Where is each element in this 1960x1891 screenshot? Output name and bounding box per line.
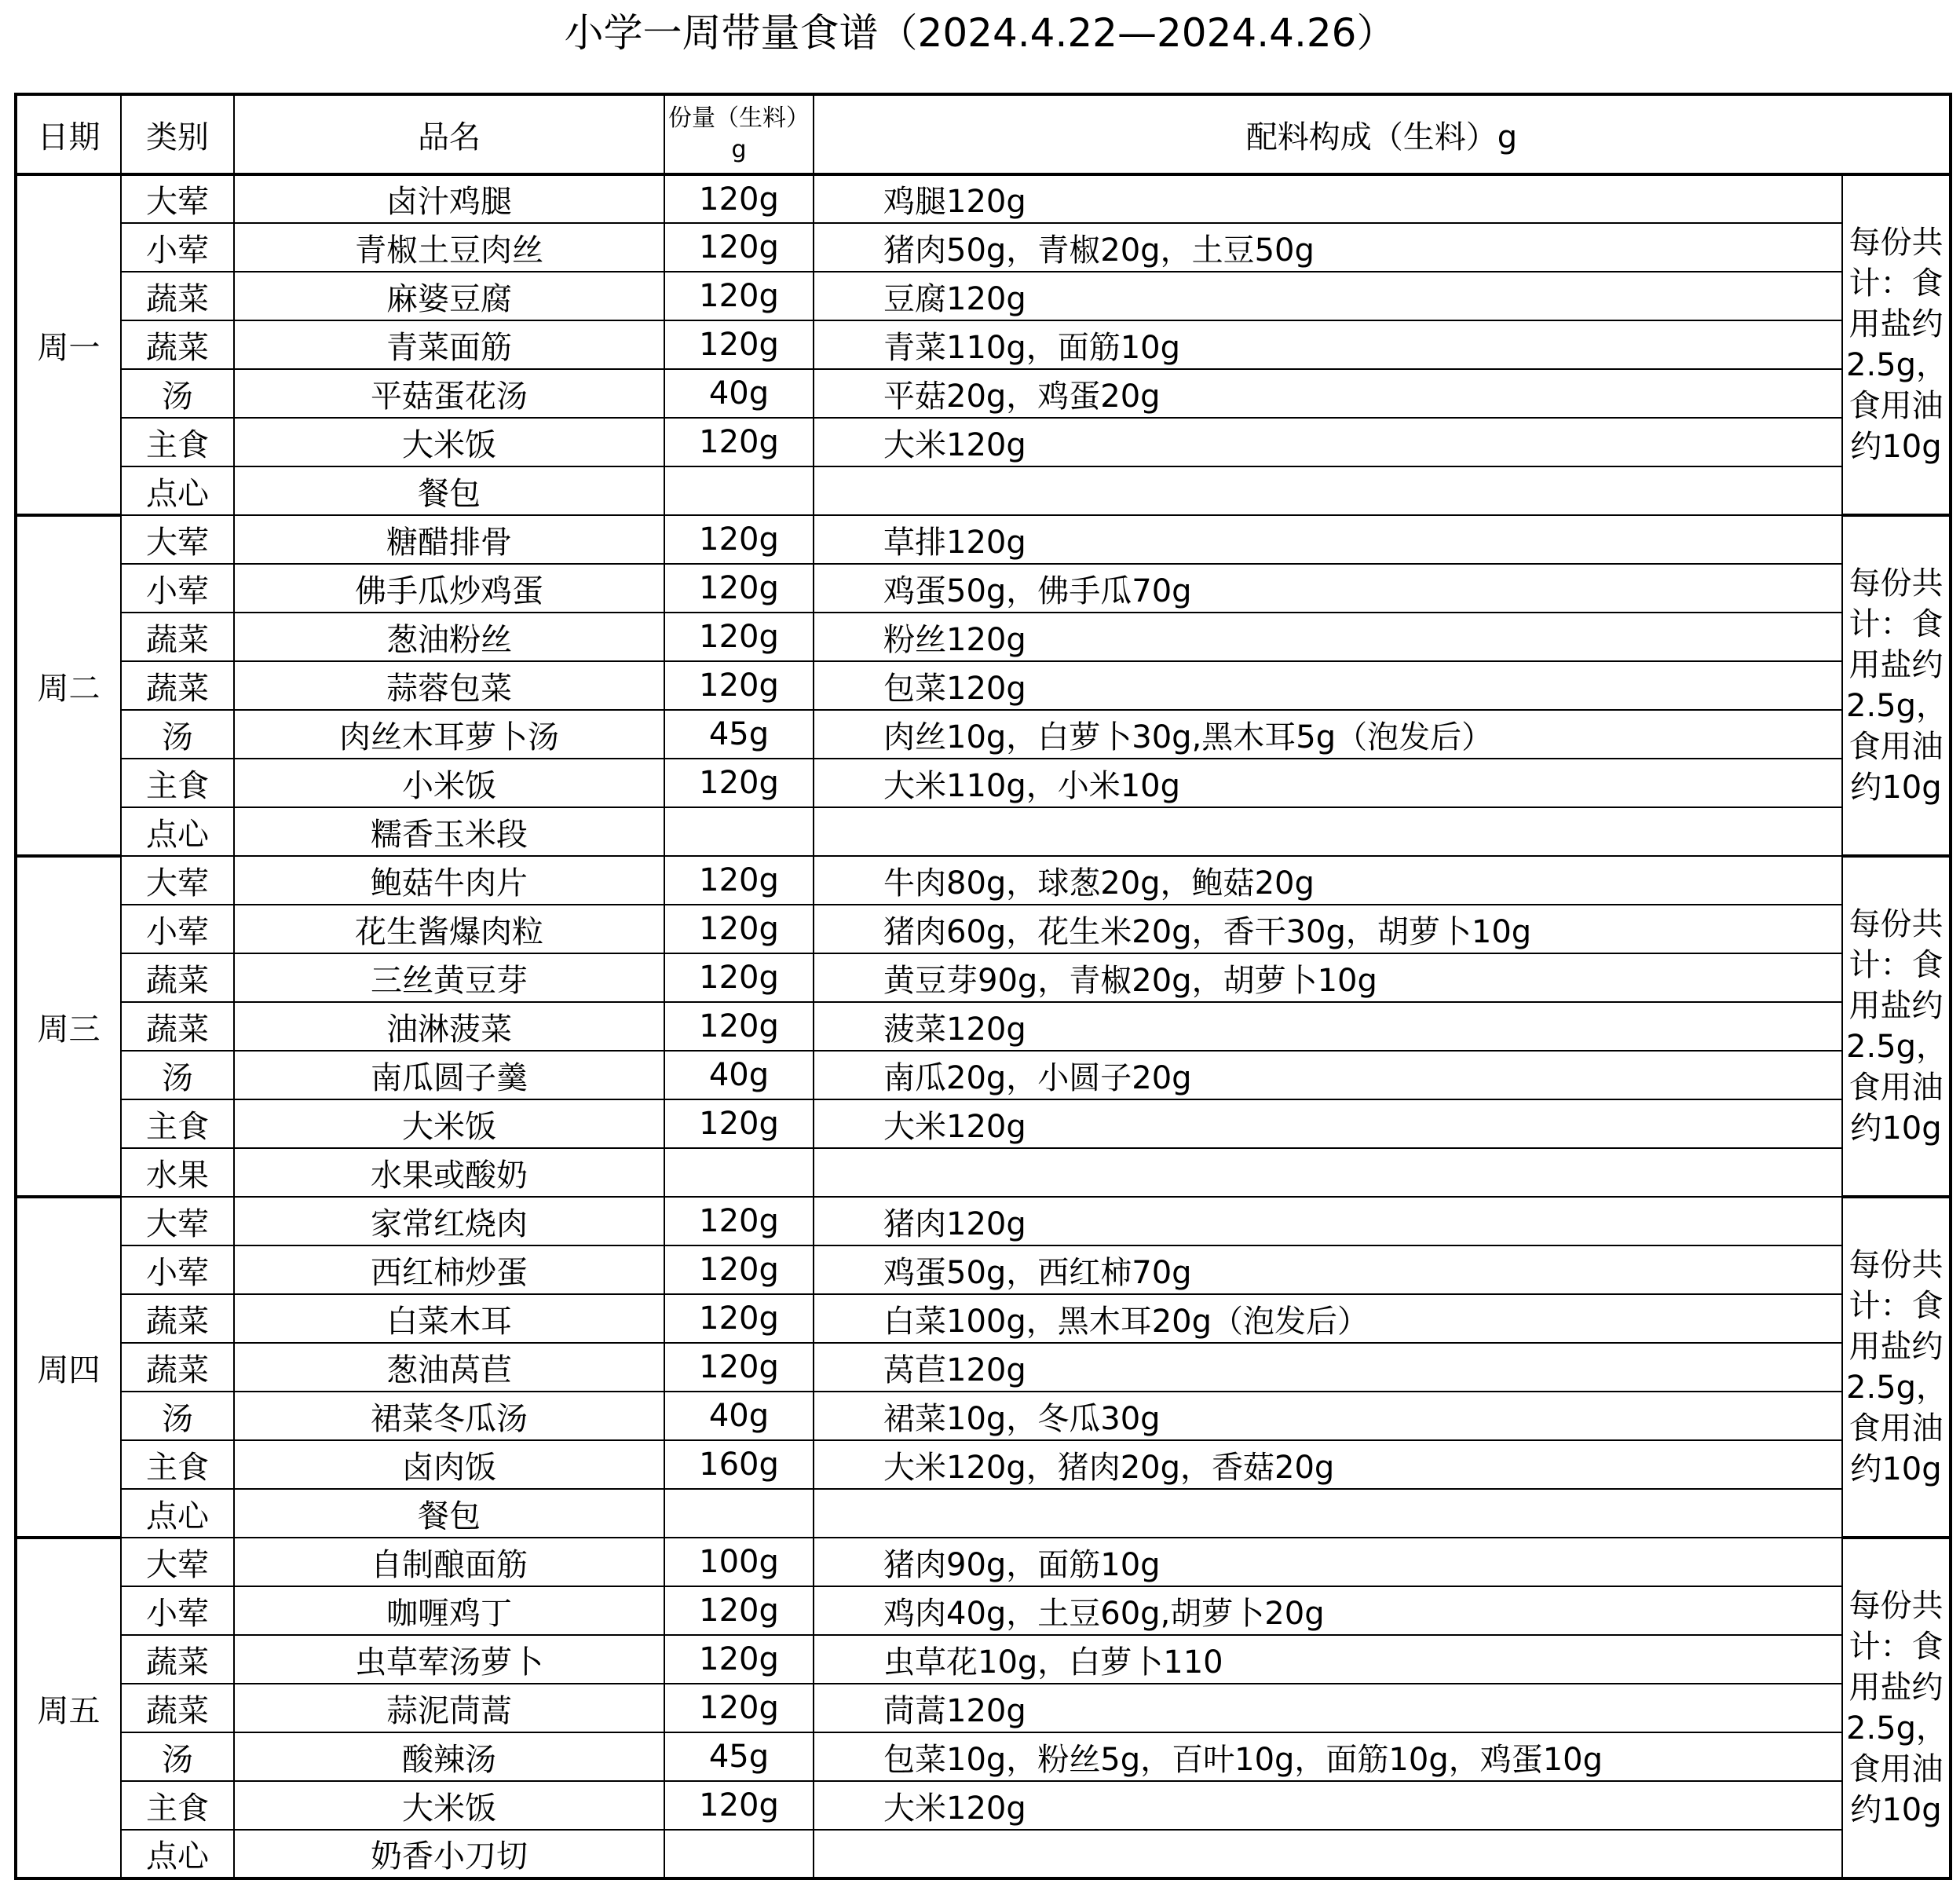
table-row	[16, 1148, 1951, 1197]
ingredients-cell: 鸡蛋50g，西红柿70g	[814, 1245, 1842, 1294]
category-cell: 主食	[121, 1099, 234, 1148]
dish-cell: 咖喱鸡丁	[234, 1586, 664, 1635]
dish-cell: 葱油莴苣	[234, 1343, 664, 1392]
table-row	[16, 1197, 1951, 1245]
table-row	[16, 223, 1951, 272]
portion-cell: 40g	[664, 369, 814, 418]
ingredients-cell: 粉丝120g	[814, 613, 1842, 661]
ingredients-cell: 大米120g	[814, 1099, 1842, 1148]
category-cell: 蔬菜	[121, 613, 234, 661]
ingredients-cell: 肉丝10g，白萝卜30g,黑木耳5g（泡发后）	[814, 710, 1842, 759]
dish-cell: 花生酱爆肉粒	[234, 905, 664, 953]
category-cell: 点心	[121, 466, 234, 515]
portion-cell: 45g	[664, 710, 814, 759]
dish-cell: 家常红烧肉	[234, 1197, 664, 1245]
category-cell: 蔬菜	[121, 272, 234, 320]
category-cell: 主食	[121, 1440, 234, 1489]
ingredients-cell: 猪肉50g，青椒20g，土豆50g	[814, 223, 1842, 272]
category-cell: 小荤	[121, 564, 234, 613]
table-row	[16, 1538, 1951, 1586]
table-row	[16, 272, 1951, 320]
table-row	[16, 418, 1951, 466]
table-row	[16, 1586, 1951, 1635]
header-portion: 份量（生料）g	[664, 94, 814, 174]
ingredients-cell: 茼蒿120g	[814, 1684, 1842, 1732]
table-row	[16, 1635, 1951, 1684]
table-row	[16, 856, 1951, 905]
table-row	[16, 1684, 1951, 1732]
ingredients-cell: 莴苣120g	[814, 1343, 1842, 1392]
portion-cell	[664, 1148, 814, 1197]
ingredients-cell: 黄豆芽90g，青椒20g，胡萝卜10g	[814, 953, 1842, 1002]
dish-cell: 酸辣汤	[234, 1732, 664, 1781]
portion-cell: 120g	[664, 320, 814, 369]
header-category: 类别	[121, 94, 234, 174]
dish-cell: 餐包	[234, 1489, 664, 1538]
table-row	[16, 661, 1951, 710]
category-cell: 小荤	[121, 223, 234, 272]
portion-cell: 120g	[664, 1684, 814, 1732]
category-cell: 蔬菜	[121, 1684, 234, 1732]
portion-cell: 120g	[664, 759, 814, 807]
portion-cell: 40g	[664, 1392, 814, 1440]
category-cell: 主食	[121, 1781, 234, 1830]
portion-cell	[664, 807, 814, 856]
category-cell: 蔬菜	[121, 320, 234, 369]
table-row	[16, 1002, 1951, 1051]
dish-cell: 大米饭	[234, 418, 664, 466]
ingredients-cell: 鸡蛋50g，佛手瓜70g	[814, 564, 1842, 613]
ingredients-cell: 豆腐120g	[814, 272, 1842, 320]
table-row	[16, 1440, 1951, 1489]
table-row	[16, 1051, 1951, 1099]
daily-note-cell: 每份共计：食用盐约2.5g，食用油约10g	[1842, 515, 1951, 856]
dish-cell: 油淋菠菜	[234, 1002, 664, 1051]
ingredients-cell	[814, 1148, 1842, 1197]
table-row	[16, 515, 1951, 564]
portion-cell	[664, 1489, 814, 1538]
category-cell: 小荤	[121, 905, 234, 953]
ingredients-cell: 大米110g，小米10g	[814, 759, 1842, 807]
category-cell: 主食	[121, 418, 234, 466]
category-cell: 蔬菜	[121, 1343, 234, 1392]
dish-cell: 卤肉饭	[234, 1440, 664, 1489]
ingredients-cell: 南瓜20g，小圆子20g	[814, 1051, 1842, 1099]
dish-cell: 麻婆豆腐	[234, 272, 664, 320]
menu-body	[16, 174, 1951, 1878]
dish-cell: 小米饭	[234, 759, 664, 807]
ingredients-cell: 菠菜120g	[814, 1002, 1842, 1051]
header-date: 日期	[16, 94, 121, 174]
table-row	[16, 613, 1951, 661]
table-row	[16, 466, 1951, 515]
dish-cell: 鲍菇牛肉片	[234, 856, 664, 905]
category-cell: 汤	[121, 1732, 234, 1781]
category-cell: 汤	[121, 1051, 234, 1099]
ingredients-cell: 鸡肉40g，土豆60g,胡萝卜20g	[814, 1586, 1842, 1635]
portion-cell: 120g	[664, 1099, 814, 1148]
day-cell: 周二	[16, 515, 121, 856]
dish-cell: 蒜蓉包菜	[234, 661, 664, 710]
category-cell: 汤	[121, 710, 234, 759]
ingredients-cell	[814, 1489, 1842, 1538]
table-row	[16, 759, 1951, 807]
portion-cell: 120g	[664, 1245, 814, 1294]
portion-cell: 160g	[664, 1440, 814, 1489]
portion-cell: 45g	[664, 1732, 814, 1781]
category-cell: 蔬菜	[121, 953, 234, 1002]
ingredients-cell: 草排120g	[814, 515, 1842, 564]
day-cell: 周五	[16, 1538, 121, 1878]
dish-cell: 三丝黄豆芽	[234, 953, 664, 1002]
ingredients-cell: 平菇20g，鸡蛋20g	[814, 369, 1842, 418]
ingredients-cell: 鸡腿120g	[814, 174, 1842, 223]
daily-note-cell: 每份共计：食用盐约2.5g，食用油约10g	[1842, 1197, 1951, 1538]
table-row	[16, 1245, 1951, 1294]
header-dish: 品名	[234, 94, 664, 174]
ingredients-cell	[814, 1830, 1842, 1878]
table-row	[16, 1392, 1951, 1440]
ingredients-cell: 猪肉120g	[814, 1197, 1842, 1245]
ingredients-cell: 大米120g	[814, 1781, 1842, 1830]
dish-cell: 奶香小刀切	[234, 1830, 664, 1878]
dish-cell: 肉丝木耳萝卜汤	[234, 710, 664, 759]
dish-cell: 大米饭	[234, 1781, 664, 1830]
portion-cell: 120g	[664, 1586, 814, 1635]
portion-cell: 40g	[664, 1051, 814, 1099]
table-row	[16, 1732, 1951, 1781]
category-cell: 小荤	[121, 1245, 234, 1294]
portion-cell: 120g	[664, 223, 814, 272]
day-cell: 周一	[16, 174, 121, 515]
dish-cell: 糯香玉米段	[234, 807, 664, 856]
portion-cell: 100g	[664, 1538, 814, 1586]
day-cell: 周三	[16, 856, 121, 1197]
ingredients-cell: 大米120g	[814, 418, 1842, 466]
dish-cell: 白菜木耳	[234, 1294, 664, 1343]
portion-cell: 120g	[664, 564, 814, 613]
portion-cell: 120g	[664, 515, 814, 564]
table-row	[16, 1099, 1951, 1148]
table-row	[16, 320, 1951, 369]
table-row	[16, 369, 1951, 418]
portion-cell: 120g	[664, 1635, 814, 1684]
portion-cell	[664, 466, 814, 515]
dish-cell: 西红柿炒蛋	[234, 1245, 664, 1294]
header-ingredients: 配料构成（生料）g	[814, 94, 1951, 174]
category-cell: 主食	[121, 759, 234, 807]
ingredients-cell	[814, 466, 1842, 515]
day-cell: 周四	[16, 1197, 121, 1538]
category-cell: 点心	[121, 1489, 234, 1538]
table-row	[16, 1294, 1951, 1343]
portion-cell: 120g	[664, 856, 814, 905]
ingredients-cell: 包菜10g，粉丝5g，百叶10g，面筋10g，鸡蛋10g	[814, 1732, 1842, 1781]
table-header-row	[16, 94, 1951, 174]
portion-cell: 120g	[664, 613, 814, 661]
table-row	[16, 1489, 1951, 1538]
ingredients-cell: 猪肉90g，面筋10g	[814, 1538, 1842, 1586]
ingredients-cell	[814, 807, 1842, 856]
dish-cell: 青椒土豆肉丝	[234, 223, 664, 272]
category-cell: 点心	[121, 807, 234, 856]
table-row	[16, 174, 1951, 223]
dish-cell: 平菇蛋花汤	[234, 369, 664, 418]
portion-cell: 120g	[664, 174, 814, 223]
table-row	[16, 905, 1951, 953]
dish-cell: 卤汁鸡腿	[234, 174, 664, 223]
category-cell: 大荤	[121, 515, 234, 564]
daily-note-cell: 每份共计：食用盐约2.5g，食用油约10g	[1842, 174, 1951, 515]
dish-cell: 大米饭	[234, 1099, 664, 1148]
table-row	[16, 807, 1951, 856]
category-cell: 蔬菜	[121, 661, 234, 710]
category-cell: 大荤	[121, 856, 234, 905]
ingredients-cell: 白菜100g，黑木耳20g（泡发后）	[814, 1294, 1842, 1343]
category-cell: 水果	[121, 1148, 234, 1197]
dish-cell: 虫草荤汤萝卜	[234, 1635, 664, 1684]
ingredients-cell: 包菜120g	[814, 661, 1842, 710]
dish-cell: 水果或酸奶	[234, 1148, 664, 1197]
portion-cell: 120g	[664, 1197, 814, 1245]
dish-cell: 青菜面筋	[234, 320, 664, 369]
category-cell: 大荤	[121, 174, 234, 223]
dish-cell: 佛手瓜炒鸡蛋	[234, 564, 664, 613]
dish-cell: 蒜泥茼蒿	[234, 1684, 664, 1732]
table-row	[16, 953, 1951, 1002]
category-cell: 大荤	[121, 1538, 234, 1586]
ingredients-cell: 裙菜10g，冬瓜30g	[814, 1392, 1842, 1440]
portion-cell: 120g	[664, 1294, 814, 1343]
dish-cell: 自制酿面筋	[234, 1538, 664, 1586]
table-row	[16, 1830, 1951, 1878]
table-row	[16, 1781, 1951, 1830]
dish-cell: 糖醋排骨	[234, 515, 664, 564]
category-cell: 汤	[121, 1392, 234, 1440]
table-row	[16, 710, 1951, 759]
daily-note-cell: 每份共计：食用盐约2.5g，食用油约10g	[1842, 1538, 1951, 1878]
category-cell: 蔬菜	[121, 1635, 234, 1684]
category-cell: 点心	[121, 1830, 234, 1878]
ingredients-cell: 大米120g，猪肉20g，香菇20g	[814, 1440, 1842, 1489]
portion-cell: 120g	[664, 1002, 814, 1051]
table-row	[16, 1343, 1951, 1392]
portion-cell: 120g	[664, 953, 814, 1002]
dish-cell: 南瓜圆子羹	[234, 1051, 664, 1099]
portion-cell: 120g	[664, 418, 814, 466]
portion-cell: 120g	[664, 905, 814, 953]
table-row	[16, 564, 1951, 613]
dish-cell: 餐包	[234, 466, 664, 515]
category-cell: 蔬菜	[121, 1294, 234, 1343]
portion-cell: 120g	[664, 272, 814, 320]
menu-table	[14, 93, 1952, 1880]
portion-cell: 120g	[664, 661, 814, 710]
ingredients-cell: 青菜110g，面筋10g	[814, 320, 1842, 369]
ingredients-cell: 虫草花10g，白萝卜110	[814, 1635, 1842, 1684]
category-cell: 汤	[121, 369, 234, 418]
ingredients-cell: 猪肉60g，花生米20g，香干30g，胡萝卜10g	[814, 905, 1842, 953]
page-title: 小学一周带量食谱（2024.4.22—2024.4.26）	[564, 10, 1396, 56]
portion-cell	[664, 1830, 814, 1878]
ingredients-cell: 牛肉80g，球葱20g，鲍菇20g	[814, 856, 1842, 905]
category-cell: 蔬菜	[121, 1002, 234, 1051]
portion-cell: 120g	[664, 1343, 814, 1392]
portion-cell: 120g	[664, 1781, 814, 1830]
dish-cell: 葱油粉丝	[234, 613, 664, 661]
category-cell: 大荤	[121, 1197, 234, 1245]
dish-cell: 裙菜冬瓜汤	[234, 1392, 664, 1440]
category-cell: 小荤	[121, 1586, 234, 1635]
daily-note-cell: 每份共计：食用盐约2.5g，食用油约10g	[1842, 856, 1951, 1197]
